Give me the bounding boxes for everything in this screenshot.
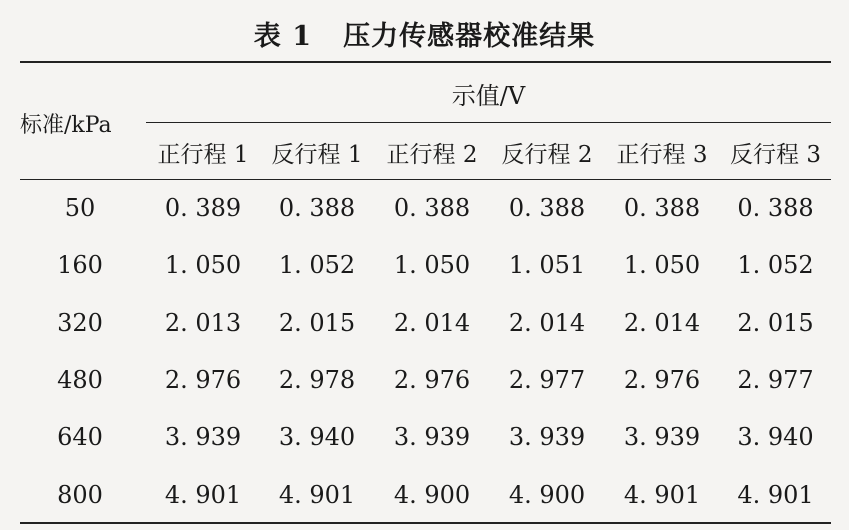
value-cell: 1. 050 xyxy=(623,251,701,279)
group-rule xyxy=(146,122,831,123)
table-row xyxy=(0,481,849,521)
value-cell: 1. 052 xyxy=(278,251,356,279)
bottom-rule xyxy=(20,522,831,524)
value-cell: 2. 015 xyxy=(737,309,814,337)
value-cell: 2. 976 xyxy=(393,366,471,394)
value-cell: 1. 050 xyxy=(393,251,471,279)
reading-header: 示值/V xyxy=(451,82,526,110)
value-cell: 2. 978 xyxy=(278,366,356,394)
value-cell: 4. 900 xyxy=(393,481,471,509)
standard-cell: 480 xyxy=(57,366,103,394)
value-cell: 3. 939 xyxy=(623,423,701,451)
value-cell: 2. 014 xyxy=(508,309,586,337)
value-cell: 2. 013 xyxy=(164,309,242,337)
value-cell: 0. 389 xyxy=(164,194,242,222)
value-cell: 0. 388 xyxy=(737,194,814,222)
table-row xyxy=(0,251,849,291)
value-cell: 1. 052 xyxy=(737,251,814,279)
value-cell: 0. 388 xyxy=(623,194,701,222)
column-header: 正行程 3 xyxy=(616,142,708,168)
value-cell: 3. 939 xyxy=(164,423,242,451)
standard-cell: 160 xyxy=(57,251,103,279)
value-cell: 2. 014 xyxy=(623,309,701,337)
table-row xyxy=(0,194,849,234)
table-row xyxy=(0,309,849,349)
value-cell: 1. 051 xyxy=(508,251,586,279)
value-cell: 3. 939 xyxy=(508,423,586,451)
value-cell: 2. 015 xyxy=(278,309,356,337)
column-header: 正行程 2 xyxy=(386,142,478,168)
value-cell: 4. 901 xyxy=(623,481,701,509)
value-cell: 2. 014 xyxy=(393,309,471,337)
table-row xyxy=(0,366,849,406)
value-cell: 0. 388 xyxy=(278,194,356,222)
value-cell: 2. 976 xyxy=(623,366,701,394)
standard-cell: 640 xyxy=(57,423,103,451)
column-header: 反行程 3 xyxy=(730,142,821,168)
top-rule xyxy=(20,61,831,63)
value-cell: 4. 900 xyxy=(508,481,586,509)
value-cell: 2. 977 xyxy=(737,366,814,394)
standard-cell: 50 xyxy=(64,194,96,222)
value-cell: 2. 976 xyxy=(164,366,242,394)
value-cell: 0. 388 xyxy=(508,194,586,222)
value-cell: 4. 901 xyxy=(164,481,242,509)
column-header: 正行程 1 xyxy=(157,142,249,168)
value-cell: 0. 388 xyxy=(393,194,471,222)
table-row xyxy=(0,423,849,463)
value-cell: 3. 940 xyxy=(278,423,356,451)
header-rule xyxy=(20,179,831,180)
standard-cell: 320 xyxy=(57,309,103,337)
value-cell: 1. 050 xyxy=(164,251,242,279)
value-cell: 3. 940 xyxy=(737,423,814,451)
value-cell: 3. 939 xyxy=(393,423,471,451)
value-cell: 2. 977 xyxy=(508,366,586,394)
value-cell: 4. 901 xyxy=(278,481,356,509)
column-header: 反行程 2 xyxy=(501,142,593,168)
standard-header: 标准/kPa xyxy=(20,113,112,138)
value-cell: 4. 901 xyxy=(737,481,814,509)
table-caption: 表 1 压力传感器校准结果 xyxy=(253,21,596,52)
standard-cell: 800 xyxy=(57,481,103,509)
column-header: 反行程 1 xyxy=(271,142,363,168)
